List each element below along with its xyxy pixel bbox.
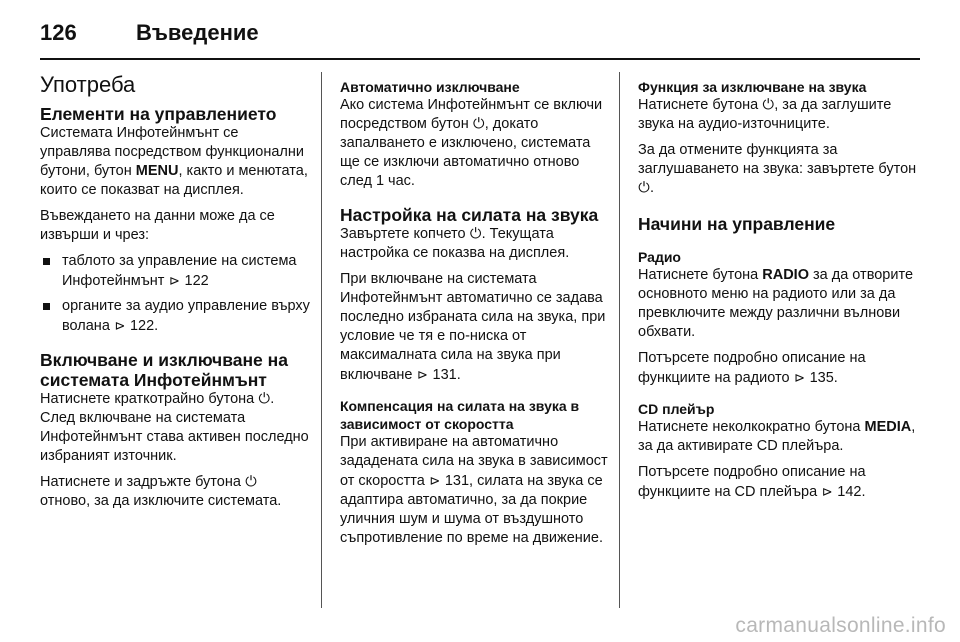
bullet-icon (43, 258, 50, 265)
paragraph: При активиране на автоматично зададената сила на звука в зависимост от скоростта ⊳ 131, силата на звука се адаптира автоматично, за да покрие уличния шум и шума от въздушното съпротивление по време на движение. (340, 434, 608, 546)
heading-controls: Елементи на управлението (40, 104, 277, 124)
page-header (40, 20, 920, 52)
heading-cd-player: CD плейър (638, 401, 715, 417)
power-icon: ⏻ (258, 391, 270, 407)
paragraph: Потърсете подробно описание на функциите на CD плейъра ⊳ 142. (638, 464, 866, 500)
list-item: органите за аудио управление върху волана ⊳ 122. (40, 297, 310, 336)
column-divider (619, 72, 620, 608)
power-icon: ⏻ (473, 116, 485, 132)
page-ref-arrow-icon: ⊳ (114, 318, 126, 333)
paragraph: При включване на системата Инфотейнмънт автоматично се задава последно избраната сила на звука, при условие че тя е по-ниска от максималната сила на звука при включване ⊳ 131. (340, 271, 606, 383)
paragraph: Системата Инфотейнмънт се управлява посредством функционални бутони, бутон MENU, както и менютата, които се показват на дисплея. (40, 125, 308, 198)
page-ref-arrow-icon: ⊳ (169, 273, 180, 288)
paragraph: Натиснете бутона ⏻, за да заглушите звука на аудио-източниците. (638, 97, 892, 132)
paragraph: Натиснете и задръжте бутона ⏻ отново, за да изключите системата. (40, 474, 282, 509)
paragraph: За да отмените функцията за заглушаването на звука: завъртете бутон ⏻. (638, 142, 917, 196)
page-number: 126 (40, 20, 77, 45)
list-item: таблото за управление на система Инфотейнмънт ⊳ 122 (40, 252, 310, 291)
menu-button-label: MENU (135, 163, 179, 179)
section-title: Употреба (40, 72, 136, 97)
page-ref-arrow-icon: ⊳ (417, 367, 428, 382)
heading-radio: Радио (638, 249, 681, 265)
volume-knob-icon: ⏻ (762, 97, 774, 113)
bullet-icon (43, 303, 50, 310)
volume-knob-icon: ⏻ (638, 180, 650, 196)
page-ref: 122 (184, 273, 209, 289)
page-ref-arrow-icon: ⊳ (821, 484, 833, 499)
heading-mute: Функция за изключване на звука (638, 79, 867, 95)
column-2 (340, 66, 610, 548)
paragraph: Натиснете неколкократно бутона MEDIA, за да активирате CD плейъра. (638, 419, 916, 454)
heading-speed-compensation: Компенсация на силата на звука в зависимост от скоростта (340, 398, 580, 432)
watermark: carmanualsonline.info (735, 614, 946, 637)
page-ref: 131. (432, 367, 461, 383)
paragraph: Натиснете бутона RADIO за да отворите основното меню на радиото или за да превключите между различни вълнови обхвати. (638, 267, 914, 340)
column-1 (40, 66, 310, 511)
heading-auto-off: Автоматично изключване (340, 79, 520, 95)
page-ref-arrow-icon: ⊳ (429, 473, 441, 488)
column-3 (638, 66, 920, 502)
paragraph: Ако система Инфотейнмънт се включи посредством бутон ⏻, докато запалването е изключено, системата ще се изключи автоматично отново след 1 час. (340, 97, 603, 189)
radio-button-label: RADIO (762, 267, 809, 283)
bullet-list (40, 252, 310, 336)
paragraph: Натиснете краткотрайно бутона ⏻. След включване на системата Инфотейнмънт става активен последно избраният източник. (40, 391, 309, 464)
page-ref: 131, (444, 473, 474, 489)
heading-operation-modes: Начини на управление (638, 214, 836, 234)
page-ref: 135. (809, 370, 838, 386)
column-divider (321, 72, 322, 608)
heading-volume: Настройка на силата на звука (340, 205, 599, 225)
heading-on-off: Включване и изключване на системата Инфотейнмънт (40, 350, 288, 390)
media-button-label: MEDIA (864, 419, 912, 435)
page-ref: 122. (129, 318, 159, 334)
header-rule (40, 58, 920, 60)
chapter-title: Въведение (136, 20, 259, 45)
volume-knob-icon: ⏻ (469, 226, 482, 242)
paragraph: Завъртете копчето ⏻. Текущата настройка се показва на дисплея. (340, 226, 570, 261)
power-icon: ⏻ (245, 474, 257, 490)
paragraph: Въвеждането на данни може да се извърши и чрез: (40, 208, 275, 243)
page-ref-arrow-icon: ⊳ (794, 370, 806, 385)
page-ref: 142. (837, 484, 866, 500)
paragraph: Потърсете подробно описание на функциите на радиото ⊳ 135. (638, 350, 866, 386)
